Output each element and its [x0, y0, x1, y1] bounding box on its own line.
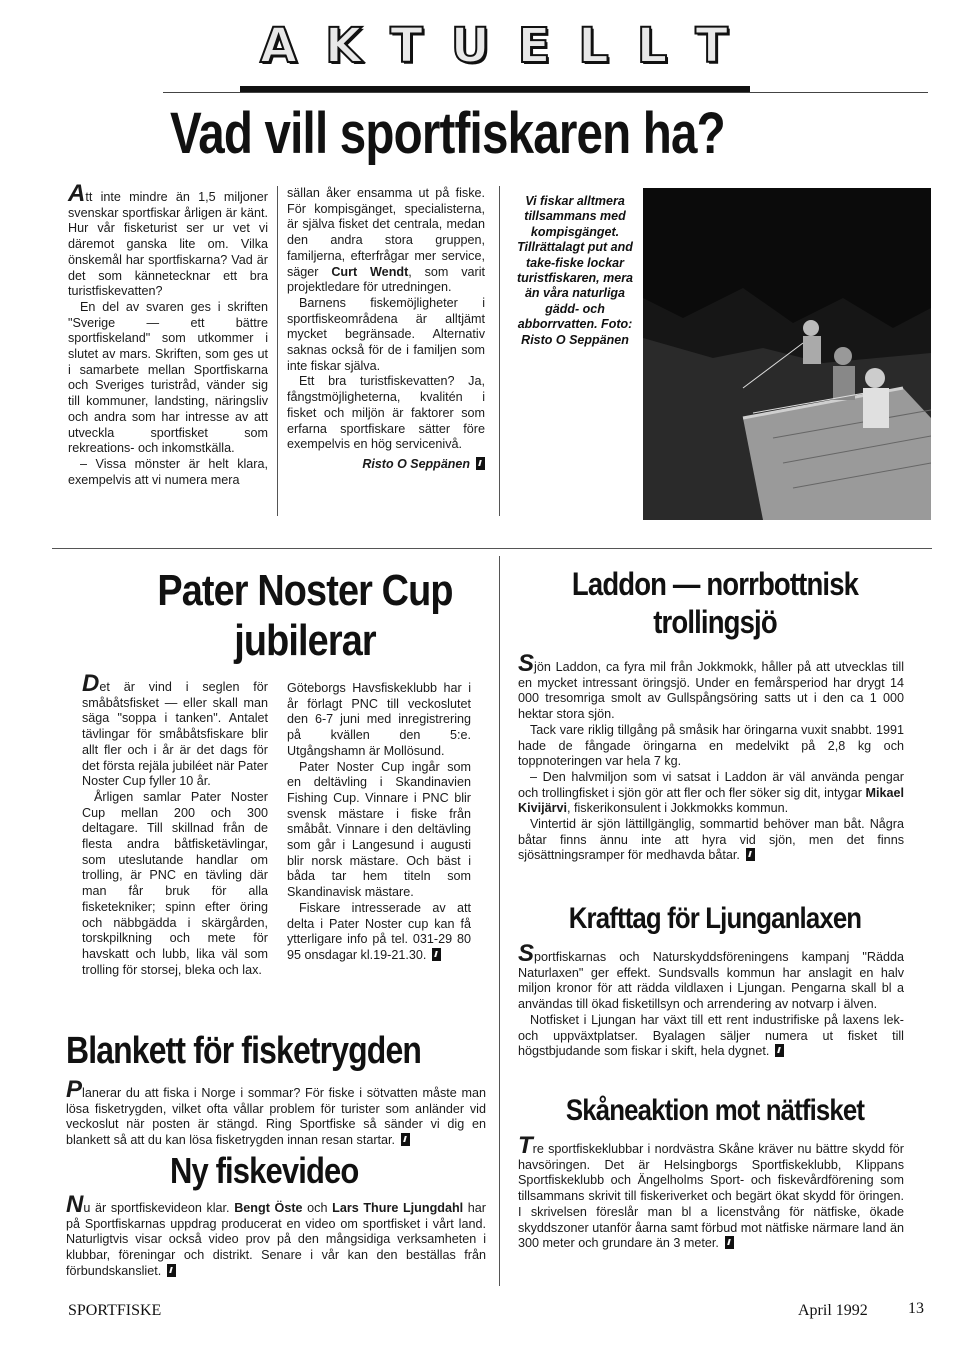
ljunganlaxen-text [518, 940, 904, 1060]
paragraph: Årligen samlar Pater Noster Cup mellan 200 och 300 deltagare. Till skillnad från de flesta andra båtfisketävlingar, som uteslutande handlar om trolling, är PNC en tävling där man får bruk för alla fisketekniker; spinn efter öring och näbbgädda i skärgården, torskpilkning och mete för havskatt och lubb, lika väl som trolling för storsej, bleka och lax. [82, 789, 268, 977]
byline-text: Risto O Seppänen [362, 456, 470, 471]
photo-caption: Vi fiskar alltmera tillsammans med kompisgänget. Tillrättalagt put and take-fiske lockar turistfiskaren, mera än våra naturliga gädd- och abborrvatten. Foto: Risto O Seppänen [516, 194, 634, 347]
masthead-rule [163, 92, 928, 93]
blankett-headline: Blankett för fisketrygden [66, 1030, 422, 1072]
paragraph [287, 186, 485, 296]
paragraph [518, 940, 904, 1013]
masthead-letter: T [695, 18, 730, 74]
main-headline: Vad vill sportfiskaren ha? [170, 101, 725, 166]
dropcap: S [518, 650, 535, 677]
ljunganlaxen-headline: Krafttag för Ljunganlaxen [568, 902, 862, 935]
paragraph: Pater Noster Cup ingår som en deltävling i Skandinavien Fishing Cup. Vinnare i PNC blir svensk mästare i fiske från småbåt. Vinnare i den deltävling som går i Langesund i augusti blir norsk mästare. Och bäst i båda tar hem titeln som Skandinavisk mästare. [287, 759, 471, 900]
end-mark-icon [725, 1236, 734, 1249]
footer-magazine: SPORTFISKE [68, 1302, 162, 1319]
pater-noster-col1 [82, 670, 268, 978]
paragraph [518, 1013, 904, 1060]
masthead-letter: E [517, 18, 553, 74]
masthead-letter: L [578, 18, 611, 74]
paragraph: Ett bra turistfiskevatten? Ja, fångstmöjligheterna, kvalitén i fisket och miljön är faktorer som erfarna sportfiskare sätter före exempelvis en hög servicenivå. [287, 374, 485, 452]
paragraph [518, 1132, 904, 1252]
dropcap: T [518, 1132, 533, 1159]
column-rule [499, 186, 500, 516]
text-run: och [302, 1201, 333, 1215]
end-mark-icon [476, 457, 485, 470]
end-mark-icon [746, 848, 755, 861]
skane-text [518, 1132, 904, 1252]
laddon-headline-line1: Laddon — norrbottnisk [571, 566, 859, 602]
text-run: Vintertid är sjön lättillgänglig, sommartid behöver man båt. Några båtar finns ännu inte att hyra vid sjön, men det finns sjösättningsramper för medhavda båtar. [518, 817, 904, 863]
paragraph [518, 817, 904, 864]
end-mark-icon [401, 1133, 410, 1146]
text-run: har på Sportfiskarnas uppdrag producerat en video om sportfisket i vårt land. Naturligtvis visar också video prov på den mångsidiga verksamheten i klubbar, föreningar och distrikt. Senare i vår kan den beställas från förbundskansliet. [66, 1201, 486, 1278]
person-name: Curt Wendt [331, 264, 409, 279]
paragraph: Göteborgs Havsfiskeklubb har i år förlagt PNC till veckoslutet den 6-7 juni med inregistrering på kvällen den 5:e. Utgångshamn är Mollösund. [287, 681, 471, 758]
skane-headline: Skåneaktion mot nätfisket [565, 1094, 865, 1127]
text-run: , fiskerikonsulent i Jokkmokks kommun. [567, 801, 789, 816]
paragraph: – Vissa mönster är helt klara, exempelvis att vi numera mera [68, 456, 268, 487]
masthead-letter: U [450, 18, 492, 74]
end-mark-icon [167, 1264, 176, 1277]
text-run: portfiskarnas och Naturskyddsföreningens kampanj "Rädda Naturlaxen" ger effekt. Sundsvalls kommun har anslagit en halv miljon kronor för att rädda vildlaxen i Ljungan. Pengarna skall bl a användas till ökad fisketillsyn och arrendering av notvarp i älven. [518, 950, 904, 1012]
pater-noster-col2 [287, 681, 471, 964]
text-run: re sportfiskeklubbar i nordvästra Skåne kräver nu bättre skydd för havsöringen. Det är Helsingborgs Sportfiskeklubb, Klippans Sportfiskeklubb och Ängelholms Sport- och fiskevårdförening som tillsammans skrivit till fiskeriverket och begärt ökat skydd för öringen. I skrivelsen föreslår man bl a licenstvång för nätfiske, ökade skyddszoner utanför åarna samt förbud mot nätfiske närmare land än 300 meter och grundare än 3 meter. [518, 1142, 904, 1251]
pater-noster-headline-line2: jubilerar [234, 616, 376, 665]
end-mark-icon [432, 948, 441, 961]
text-run: u är sportfiskevideon klar. [83, 1201, 235, 1215]
paragraph [518, 650, 904, 723]
text-run: sällan åker ensamma ut på fiske. För kompisgänget, specialisterna, är själva fisket det centrala, medan den andra stora gruppen, familjerna, efterfrågar mer service, säger [287, 186, 485, 279]
end-mark-icon [775, 1044, 784, 1057]
masthead [260, 18, 730, 88]
text-run: et är vind i seglen för småbåtsfisket — eller skall man säga "soppa i tanken". Antalet tävlingar för småbåtsfiskare blir allt fler och i år är det dags för det första rejäla jubiléet när Pater Noster Cup fyller 10 år. [82, 680, 268, 789]
person-name: Mikael Kivijärvi [518, 785, 904, 816]
paragraph [287, 901, 471, 964]
photo-illustration [643, 188, 931, 520]
pater-noster-headline-line1: Pater Noster Cup [157, 566, 453, 615]
masthead-letter: A [260, 18, 300, 74]
fishing-photo [643, 188, 931, 520]
text-run: – Den halvmiljon som vi satsat i Laddon är väl använda pengar och trollingfisket i sjön gör att fler och fler söker sig dit, intygar [518, 769, 904, 800]
masthead-letter: K [325, 18, 365, 74]
paragraph: Barnens fiskemöjligheter i sportfiskeområdena är alltjämt mycket begränsade. Alternativ saknas också för de i familjen som inte fiskar själva. [287, 295, 485, 373]
dropcap: A [68, 180, 86, 207]
dropcap: D [82, 670, 100, 697]
text-run: , som varit projektledare för utredningen. [287, 264, 485, 295]
text-run: Fiskare intresserade av att delta i Pater Noster cup kan få ytterligare info på tel. 031-29 80 95 onsdagar kl.19-21.30. [287, 900, 471, 962]
text-run: jön Laddon, ca fyra mil från Jokkmokk, håller på att utvecklas till en mycket intressant öringsjö. Under en femårsperiod har drygt 14 000 tresomriga smolt av Gullspångsöring satts ut i den ca 1 000 hektar stora sjön. [518, 660, 904, 722]
column-rule [277, 186, 278, 516]
paragraph [518, 770, 904, 817]
fiskevideo-text [66, 1191, 486, 1280]
masthead-letter: L [636, 18, 670, 74]
byline [287, 457, 485, 473]
laddon-text [518, 650, 904, 864]
paragraph: Tack vare riklig tillgång på småsik har öringarna vuxit snabbt. 1991 hade de fångade öringarna en medelvikt på 2,8 kg och toppnoteringen var hela 7 kg. [518, 722, 904, 769]
dropcap: N [66, 1191, 84, 1218]
paragraph: En del av svaren ges i skriften "Sverige — ett bättre sportfiskeland" som utkommer i slutet av mars. Skriften, som ges ut i samarbete mellan Sportfiskarna och Sveriges turistråd, vänder sig till kommuner, landsting, näringsliv och andra som har intresse av att utveckla sportfisket som rekreations- och inkomstkälla. [68, 299, 268, 456]
fiskevideo-headline: Ny fiskevideo [170, 1150, 359, 1191]
text-run: Notfisket i Ljungan har växt till ett rent industrifiske på laxens lek- och uppväxtplatser. Byalagen säljer numera ut fisket till högstbjudande som fiskar i skift, hela dygnet. [518, 1012, 904, 1059]
paragraph [82, 670, 268, 790]
page-number: 13 [908, 1300, 924, 1317]
dropcap: P [66, 1076, 83, 1103]
main-article-col2 [287, 186, 485, 473]
paragraph [66, 1191, 486, 1280]
masthead-letters [260, 18, 730, 74]
column-rule [499, 556, 500, 1286]
masthead-letter: T [390, 18, 425, 74]
main-article-lead [68, 180, 268, 300]
main-article-col1 [68, 180, 268, 488]
blankett-text [66, 1076, 486, 1149]
person-name: Lars Thure Ljungdahl [332, 1201, 464, 1215]
section-divider [52, 548, 932, 549]
dropcap: S [518, 940, 535, 967]
paragraph [66, 1076, 486, 1149]
footer-issue: April 1992 [798, 1302, 868, 1319]
lead-text: tt inte mindre än 1,5 miljoner svenskar sportfiskar årligen är känt. Hur vår fisketurist ser ur vet vi däremot ganska lite om. Vilka önskemål har sportfiskarna? Vad är det som kännetecknar ett bra turistfiskevatten? [68, 190, 268, 299]
person-name: Bengt Öste [234, 1201, 303, 1215]
laddon-headline-line2: trollingsjö [653, 604, 777, 640]
text-run: lanerar du att fiska i Norge i sommar? För fiske i sötvatten måste man lösa fisketrygden, vilket ofta vållar problem för turister som anländer vid veckoslut när posten är stängd. Ring Sportfiske så sänder vi dig en blankett så att du kan lösa fisketrygden innan resan startar. [66, 1086, 486, 1148]
